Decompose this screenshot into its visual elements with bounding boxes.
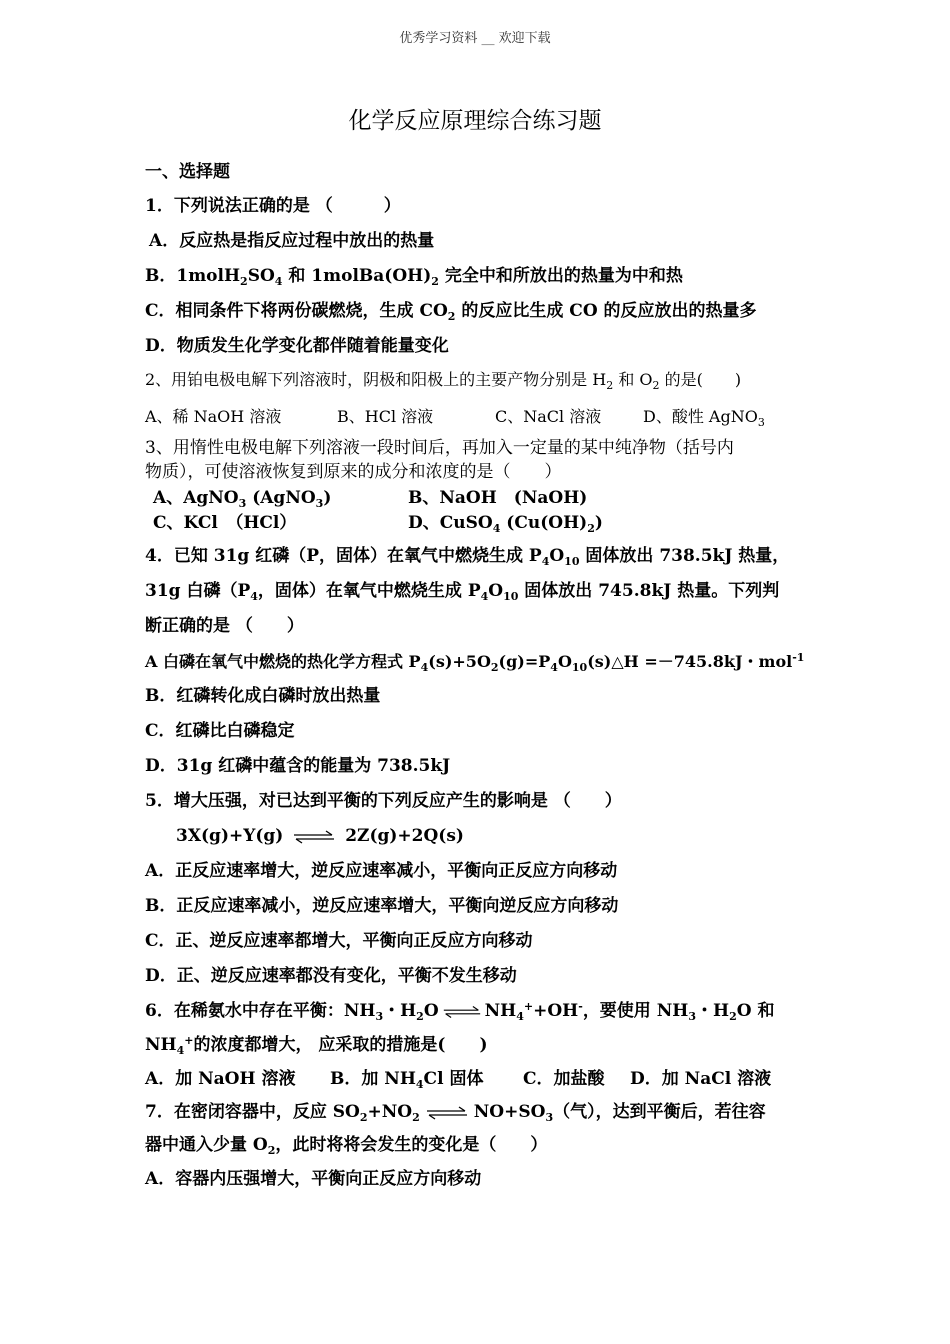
q4-stem-line1: 4．已知 31g 红磷（P，固体）在氧气中燃烧生成 $P_4O_{10}$ 固体放出 738.5kJ 热量， — [145, 546, 790, 568]
q2-options — [145, 405, 765, 429]
q4-option-c: C．红磷比白磷稳定 — [145, 721, 295, 741]
q1-option-a: A．反应热是指反应过程中放出的热量 — [149, 231, 435, 251]
q2-option-c: C、NaCl 溶液 — [495, 407, 602, 426]
q2-option-d: D、酸性 AgNO$_3$ — [643, 407, 765, 429]
q4-stem-line3: 断正确的是 （ ） — [145, 616, 304, 636]
q2-stem: 2、用铂电极电解下列溶液时，阴极和阳极上的主要产物分别是 $H_2$ 和 $O_2$ 的是( ) — [145, 370, 742, 392]
q6-option-a: A．加 NaOH 溶液 — [145, 1069, 296, 1089]
equilibrium-arrow-icon — [442, 1005, 482, 1019]
equilibrium-arrow-icon — [292, 830, 336, 844]
q3-stem-line1: 3、用惰性电极电解下列溶液一段时间后，再加入一定量的某中纯净物（括号内 — [145, 438, 734, 458]
q5-stem: 5．增大压强，对已达到平衡的下列反应产生的影响是 （ ） — [145, 791, 622, 811]
q6-option-c: C．加盐酸 — [523, 1069, 605, 1089]
q7-option-a: A．容器内压强增大，平衡向正反应方向移动 — [145, 1169, 482, 1189]
q3-option-a: A、AgNO$_3$ (AgNO$_3$) — [153, 488, 332, 510]
q3-option-d: D、CuSO$_4$ $(Cu(OH)_2)$ — [408, 513, 603, 535]
q1-stem: 1．下列说法正确的是 （ ） — [145, 196, 401, 216]
section-heading: 一、选择题 — [145, 162, 230, 182]
q1-option-c: C．相同条件下将两份碳燃烧，生成 $CO_2$ 的反应比生成 CO 的反应放出的热量多 — [145, 301, 757, 323]
equilibrium-arrow-icon — [423, 1106, 471, 1120]
q2-option-b: B、HCl 溶液 — [337, 407, 434, 426]
q5-option-a: A．正反应速率增大，逆反应速率减小，平衡向正反应方向移动 — [145, 861, 618, 881]
q3-option-c: C、KCl （HCl） — [153, 513, 297, 533]
q3-options-row1 — [153, 486, 587, 510]
q6-stem-line1: 6．在稀氨水中存在平衡：$NH_3$・$H_2O$ $NH_4^++OH^-$，要使用 $NH_3$・$H_2O$ 和 — [145, 1000, 775, 1023]
page-title: 化学反应原理综合练习题 — [348, 108, 602, 134]
q7-stem-line2: 器中通入少量 $O_2$，此时将将会发生的变化是（ ） — [145, 1135, 548, 1157]
q3-options-row2 — [153, 511, 603, 535]
q5-equation: 3X(g)+Y(g) 2Z(g)+2Q(s) — [176, 826, 464, 846]
q4-option-b: B．红磷转化成白磷时放出热量 — [145, 686, 381, 706]
q4-stem-line2: 31g 白磷（$P_4$，固体）在氧气中燃烧生成 $P_4O_{10}$ 固体放出 745.8kJ 热量。下列判 — [145, 581, 780, 603]
q6-option-d: D．加 NaCl 溶液 — [630, 1069, 772, 1089]
q6-options — [145, 1067, 771, 1091]
q3-stem-line2: 物质），可使溶液恢复到原来的成分和浓度的是（ ） — [145, 462, 562, 482]
q5-option-b: B．正反应速率减小，逆反应速率增大，平衡向逆反应方向移动 — [145, 896, 619, 916]
q5-option-d: D．正、逆反应速率都没有变化，平衡不发生移动 — [145, 966, 517, 986]
q6-option-b: B．加 $NH_4Cl$ 固体 — [330, 1069, 484, 1091]
q2-option-a: A、稀 NaOH 溶液 — [145, 407, 282, 426]
q5-option-c: C．正、逆反应速率都增大，平衡向正反应方向移动 — [145, 931, 533, 951]
q1-option-b: B．$1molH_2SO_4$ 和 $1molBa(OH)_2$ 完全中和所放出的热量为中和热 — [145, 266, 683, 288]
page-header: 优秀学习资料 __ 欢迎下载 — [399, 31, 551, 46]
q6-stem-line2: $NH_4^+$的浓度都增大， 应采取的措施是( ) — [145, 1034, 488, 1057]
q4-option-a: A 白磷在氧气中燃烧的热化学方程式 $P_4(s)+5O_2(g)=P_4O_{10}(s)\triangle H =-745.8kJ$・mol$^{-1}$ — [145, 651, 805, 674]
q1-option-d: D．物质发生化学变化都伴随着能量变化 — [145, 336, 449, 356]
q3-option-b: B、NaOH (NaOH) — [408, 488, 588, 508]
q7-stem-line1: 7．在密闭容器中，反应 $SO_2+NO_2$ $NO+SO_3$（气），达到平衡后，若往容 — [145, 1102, 766, 1124]
q4-option-d: D．31g 红磷中蕴含的能量为 738.5kJ — [145, 756, 451, 776]
